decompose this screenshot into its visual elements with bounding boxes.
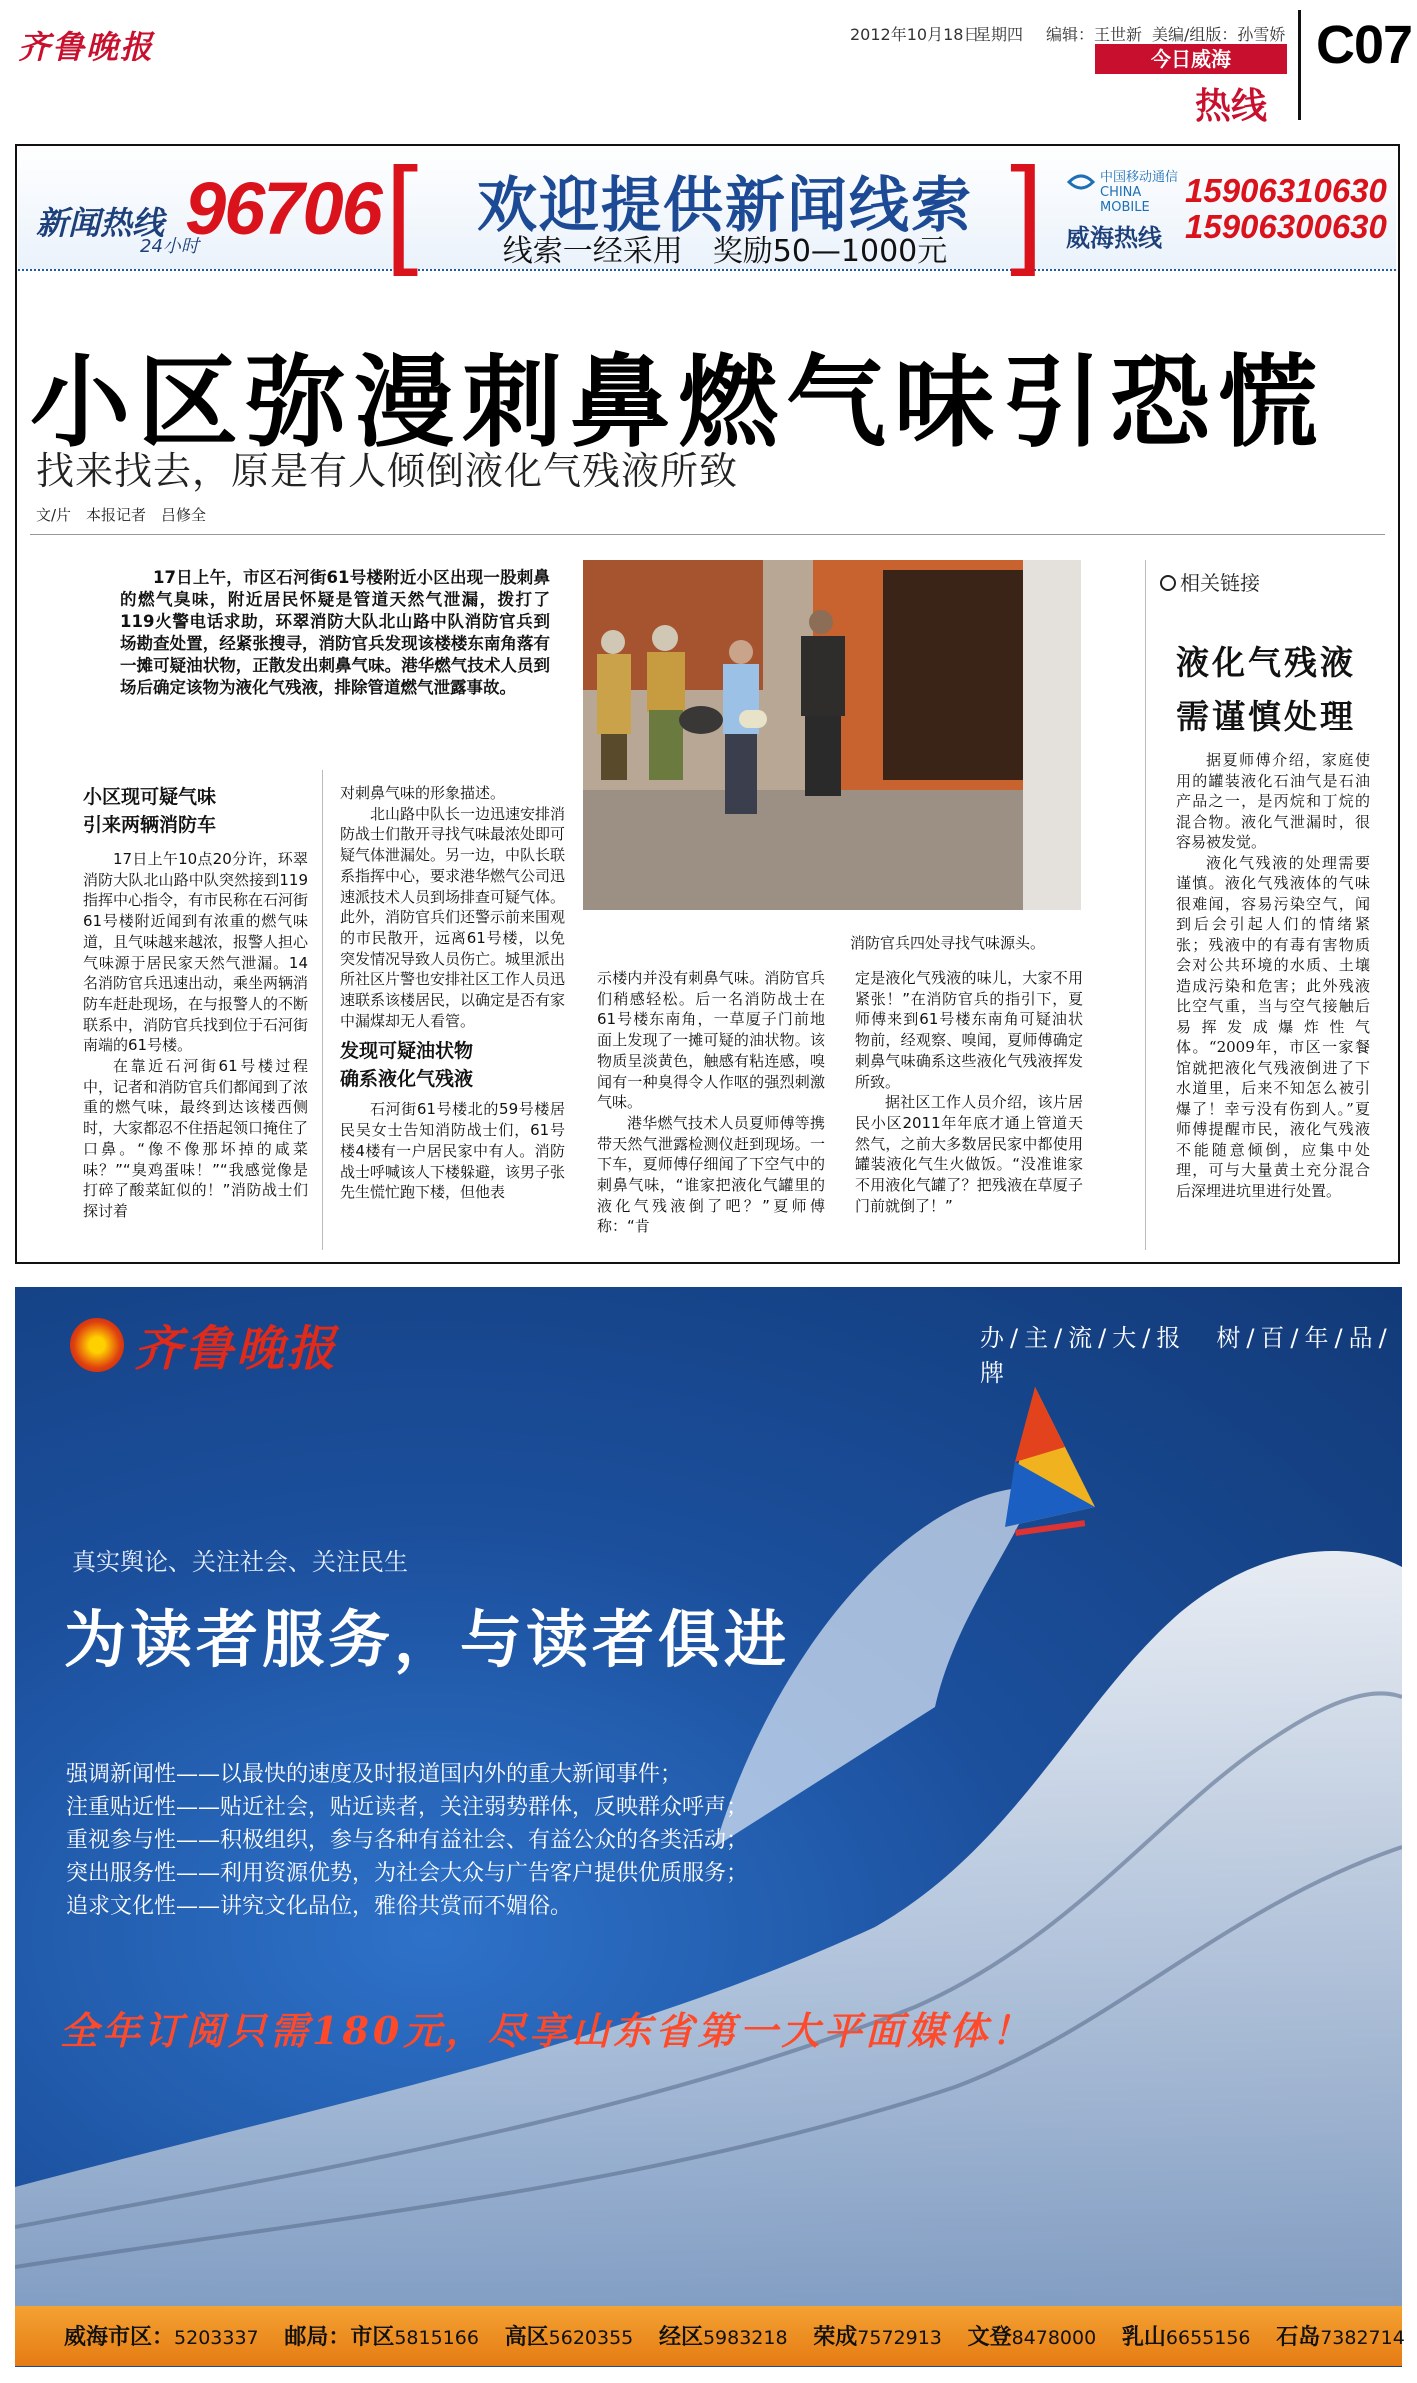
headline-rule xyxy=(30,534,1385,535)
weihai-hotline-label: 威海热线 xyxy=(1066,224,1162,252)
column3-paragraph-1: 示楼内并没有刺鼻气味。消防官兵们稍感轻松。后一名消防战士在61号楼东南角，一草厦子门前地面上发现了一摊可疑的油状物。该物质呈淡黄色，触感有粘连感，嗅闻有一种臭得令人作呕的强烈刺激气味。 xyxy=(597,969,825,1112)
ad-feature-2: 注重贴近性——贴近社会，贴近读者，关注弱势群体，反映群众呼声； xyxy=(66,1795,749,1820)
column4-paragraph-2: 据社区工作人员介绍，该片居民小区2011年年底才通上管道天然气，之前大多数居民家中都使用罐装液化气生火做饭。“没准谁家不用液化气罐了？把残液在草厦子门前就倒了！” xyxy=(855,1093,1083,1215)
body-column-4 xyxy=(855,968,1083,1216)
masthead-logo: 齐鲁晚报 xyxy=(18,28,155,66)
ad-logo: 齐鲁晚报 xyxy=(134,1321,339,1377)
contact-label: 威海市区： xyxy=(64,2325,175,2350)
ad-feature-list xyxy=(66,1758,748,1923)
ad-offer: 全年订阅只需180元，尽享山东省第一大平面媒体！ xyxy=(60,2008,1034,2053)
column1-paragraph-2: 在靠近石河街61号楼过程中，记者和消防官兵们都闻到了浓重的燃气味，最终到达该楼西侧时，大家都忍不住捂起领口掩住了口鼻。“像不像那坏掉的咸菜味？”“臭鸡蛋味！”“我感觉像是打碎了酸菜缸似的！”消防战士们探讨着 xyxy=(83,1057,309,1220)
sidebar-paragraph-1: 据夏师傅介绍，家庭使用的罐装液化石油气是石油产品之一，是丙烷和丁烷的混合物。液化气泄漏时，很容易被发觉。 xyxy=(1176,751,1370,851)
ad-headline: 为读者服务，与读者俱进 xyxy=(64,1603,791,1676)
headline: 小区弥漫刺鼻燃气味引恐慌 xyxy=(30,344,1326,461)
contact-number: 8478000 xyxy=(1011,2327,1097,2349)
related-links-text: 相关链接 xyxy=(1180,571,1260,595)
firefighter-figure-3 xyxy=(801,610,845,796)
contact-number: 5815166 xyxy=(394,2327,479,2349)
ad-logo-mark xyxy=(70,1318,124,1372)
china-mobile-icon xyxy=(1066,170,1096,194)
operator-name: 中国移动通信 CHINA MOBILE xyxy=(1100,170,1179,215)
contact-label: 荣成 xyxy=(813,2325,858,2350)
contact-label: 邮局：市区 xyxy=(284,2325,395,2350)
ad-feature-1: 强调新闻性——以最快的速度及时报道国内外的重大新闻事件； xyxy=(66,1762,683,1787)
contact-label: 乳山 xyxy=(1121,2325,1166,2350)
contact-number: 7572913 xyxy=(857,2327,942,2349)
byline: 文/片 本报记者 吕修全 xyxy=(36,506,207,524)
sidebar-text xyxy=(1176,750,1370,1201)
sidebar-divider xyxy=(1145,560,1146,1250)
contact-label: 经区 xyxy=(658,2325,703,2350)
contact-number: 5620355 xyxy=(548,2327,634,2349)
related-dot-icon xyxy=(1160,575,1176,591)
contact-label: 高区 xyxy=(504,2325,549,2350)
china-mobile-logo xyxy=(1066,170,1190,215)
column1-subhead-line2: 引来两辆消防车 xyxy=(83,814,217,836)
column4-paragraph-1: 定是液化气残液的味儿，大家不用紧张！”在消防官兵的指引下，夏师傅来到61号楼东南角可疑油状物前，经观察、嗅闻，夏师傅确定刺鼻气味确系这些液化气残液挥发所致。 xyxy=(855,969,1083,1091)
news-photo xyxy=(583,560,1081,910)
column3-paragraph-2: 港华燃气技术人员夏师傅等携带天然气泄露检测仪赶到现场。一下车，夏师傅仔细闻了下空气中的刺鼻气味，“谁家把液化气罐里的液化气残液倒了吧？”夏师傅称：“肯 xyxy=(597,1113,825,1236)
contact-label: 石岛 xyxy=(1276,2325,1321,2350)
contact-number: 5203337 xyxy=(174,2327,259,2349)
column-divider-1 xyxy=(322,770,323,1250)
phone-number-1: 15906310630 xyxy=(1185,172,1387,209)
sidebar-paragraph-2: 液化气残液的处理需要谨慎。液化气残液体的气味很难闻，容易污染空气，闻到后会引起人们的情绪紧张；残液中的有毒有害物质会对公共环境的水质、土壤造成污染和危害；此外残液比空气重，当与空气接触后易挥发成爆炸性气体。“2009年，市区一家餐馆就把液化气残液倒进了下水道里，后来不知怎么被引爆了！幸亏没有伤到人。”夏师傅提醒市民，液化气残液不能随意倾倒，应集中处理，可与大量黄土充分混合后深埋进坑里进行处置。 xyxy=(1176,853,1370,1200)
column2-paragraph-3: 石河街61号楼北的59号楼居民吴女士告知消防战士们，61号楼4楼有一户居民家中有人。消防战士呼喊该人下楼躲避，该男子张先生慌忙跑下楼，但他表 xyxy=(340,1100,566,1202)
hotline-24h: 24小时 xyxy=(140,236,199,257)
column1-paragraph-1: 17日上午10点20分许，环翠消防大队北山路中队突然接到119指挥中心指令，有市民称在石河街61号楼附近闻到有浓重的燃气味道，且气味越来越浓，报警人担心气味源于居民家天然气泄漏。14名消防官兵迅速出动，乘坐两辆消防车赶赴现场，在与报警人的不断联系中，消防官兵找到位于石河街南端的61号楼。 xyxy=(83,850,309,1055)
column2-subhead-line1: 发现可疑油状物 xyxy=(340,1040,474,1063)
banner-welcome-sub: 线索一经采用 奖励50—1000元 xyxy=(502,234,948,269)
sidebar-title-line2: 需谨慎处理 xyxy=(1176,697,1356,736)
section-tab: 今日威海 xyxy=(1095,44,1287,74)
lead-paragraph: 17日上午，市区石河街61号楼附近小区出现一股刺鼻的燃气臭味，附近居民怀疑是管道天然气泄漏，拨打了119火警电话求助，环翠消防大队北山路中队消防官兵到场勘查处置，经紧张搜寻，消防官兵发现该楼楼东南角落有一摊可疑油状物，正散发出刺鼻气味。港华燃气技术人员到场后确定该物为液化气残液，排除管道燃气泄露事故。 xyxy=(120,568,550,697)
column2-subhead-line2: 确系液化气残液 xyxy=(340,1068,474,1091)
left-bracket-icon: [ xyxy=(385,143,419,277)
sidebar-title-line1: 液化气残液 xyxy=(1176,643,1356,682)
contact-number: 5983218 xyxy=(702,2327,788,2349)
sidebar-title xyxy=(1176,636,1356,744)
body-column-3 xyxy=(597,968,825,1237)
body-column-1 xyxy=(83,783,308,1222)
column2-paragraph-1: 对刺鼻气味的形象描述。 xyxy=(340,784,506,802)
phone-number-2: 15906300630 xyxy=(1185,208,1387,245)
contact-number: 7382714 xyxy=(1320,2327,1405,2349)
ad-feature-4: 突出服务性——利用资源优势，为社会大众与广告客户提供优质服务； xyxy=(66,1861,749,1886)
contact-label: 文登 xyxy=(967,2325,1012,2350)
related-links-label xyxy=(1160,567,1260,596)
banner-welcome: 欢迎提供新闻线索 xyxy=(477,171,973,241)
issue-date: 2012年10月18日 xyxy=(850,25,980,44)
section-name: 热线 xyxy=(1195,86,1268,127)
column2-paragraph-2: 北山路中队长一边迅速安排消防战士们散开寻找气味最浓处即可疑气体泄漏处。另一边，中队长联系指挥中心，要求港华燃气公司迅速派技术人员到场排查可疑气体。此外，消防官兵们还警示前来围观的市民散开，远离61号楼，以免突发情况导致人员伤亡。城里派出所社区片警也安排社区工作人员迅速联系该楼居民，以确定是否有家中漏煤却无人看管。 xyxy=(340,804,566,1030)
body-column-2 xyxy=(340,783,565,1203)
ad-contact-list xyxy=(64,2320,1417,2351)
column1-subhead-line1: 小区现可疑气味 xyxy=(83,786,217,808)
hotline-label: 新闻热线 xyxy=(36,204,165,242)
page-number: C07 xyxy=(1316,15,1413,75)
contact-number: 6655156 xyxy=(1165,2327,1251,2349)
header-divider xyxy=(1298,10,1301,120)
editor-credit: 编辑：王世新 xyxy=(1046,25,1143,44)
ad-tagline: 真实舆论、关注社会、关注民生 xyxy=(72,1548,408,1576)
ad-feature-5: 追求文化性——讲究文化品位，雅俗共赏而不媚俗。 xyxy=(66,1894,573,1919)
ad-feature-3: 重视参与性——积极组织，参与各种有益社会、有益公众的各类活动； xyxy=(66,1828,749,1853)
ad-slogan: 办/主/流/大/报 树/百/年/品/牌 xyxy=(980,1324,1393,1387)
photo-caption: 消防官兵四处寻找气味源头。 xyxy=(850,934,1046,952)
right-bracket-icon: ] xyxy=(1010,143,1044,277)
subheadline: 找来找去，原是有人倾倒液化气残液所致 xyxy=(36,449,739,493)
designer-credit: 美编/组版：孙雪娇 xyxy=(1152,25,1286,44)
windsurfer-icon xyxy=(1005,1387,1095,1536)
hotline-number: 96706 xyxy=(185,167,381,250)
issue-weekday: 星期四 xyxy=(975,25,1024,44)
